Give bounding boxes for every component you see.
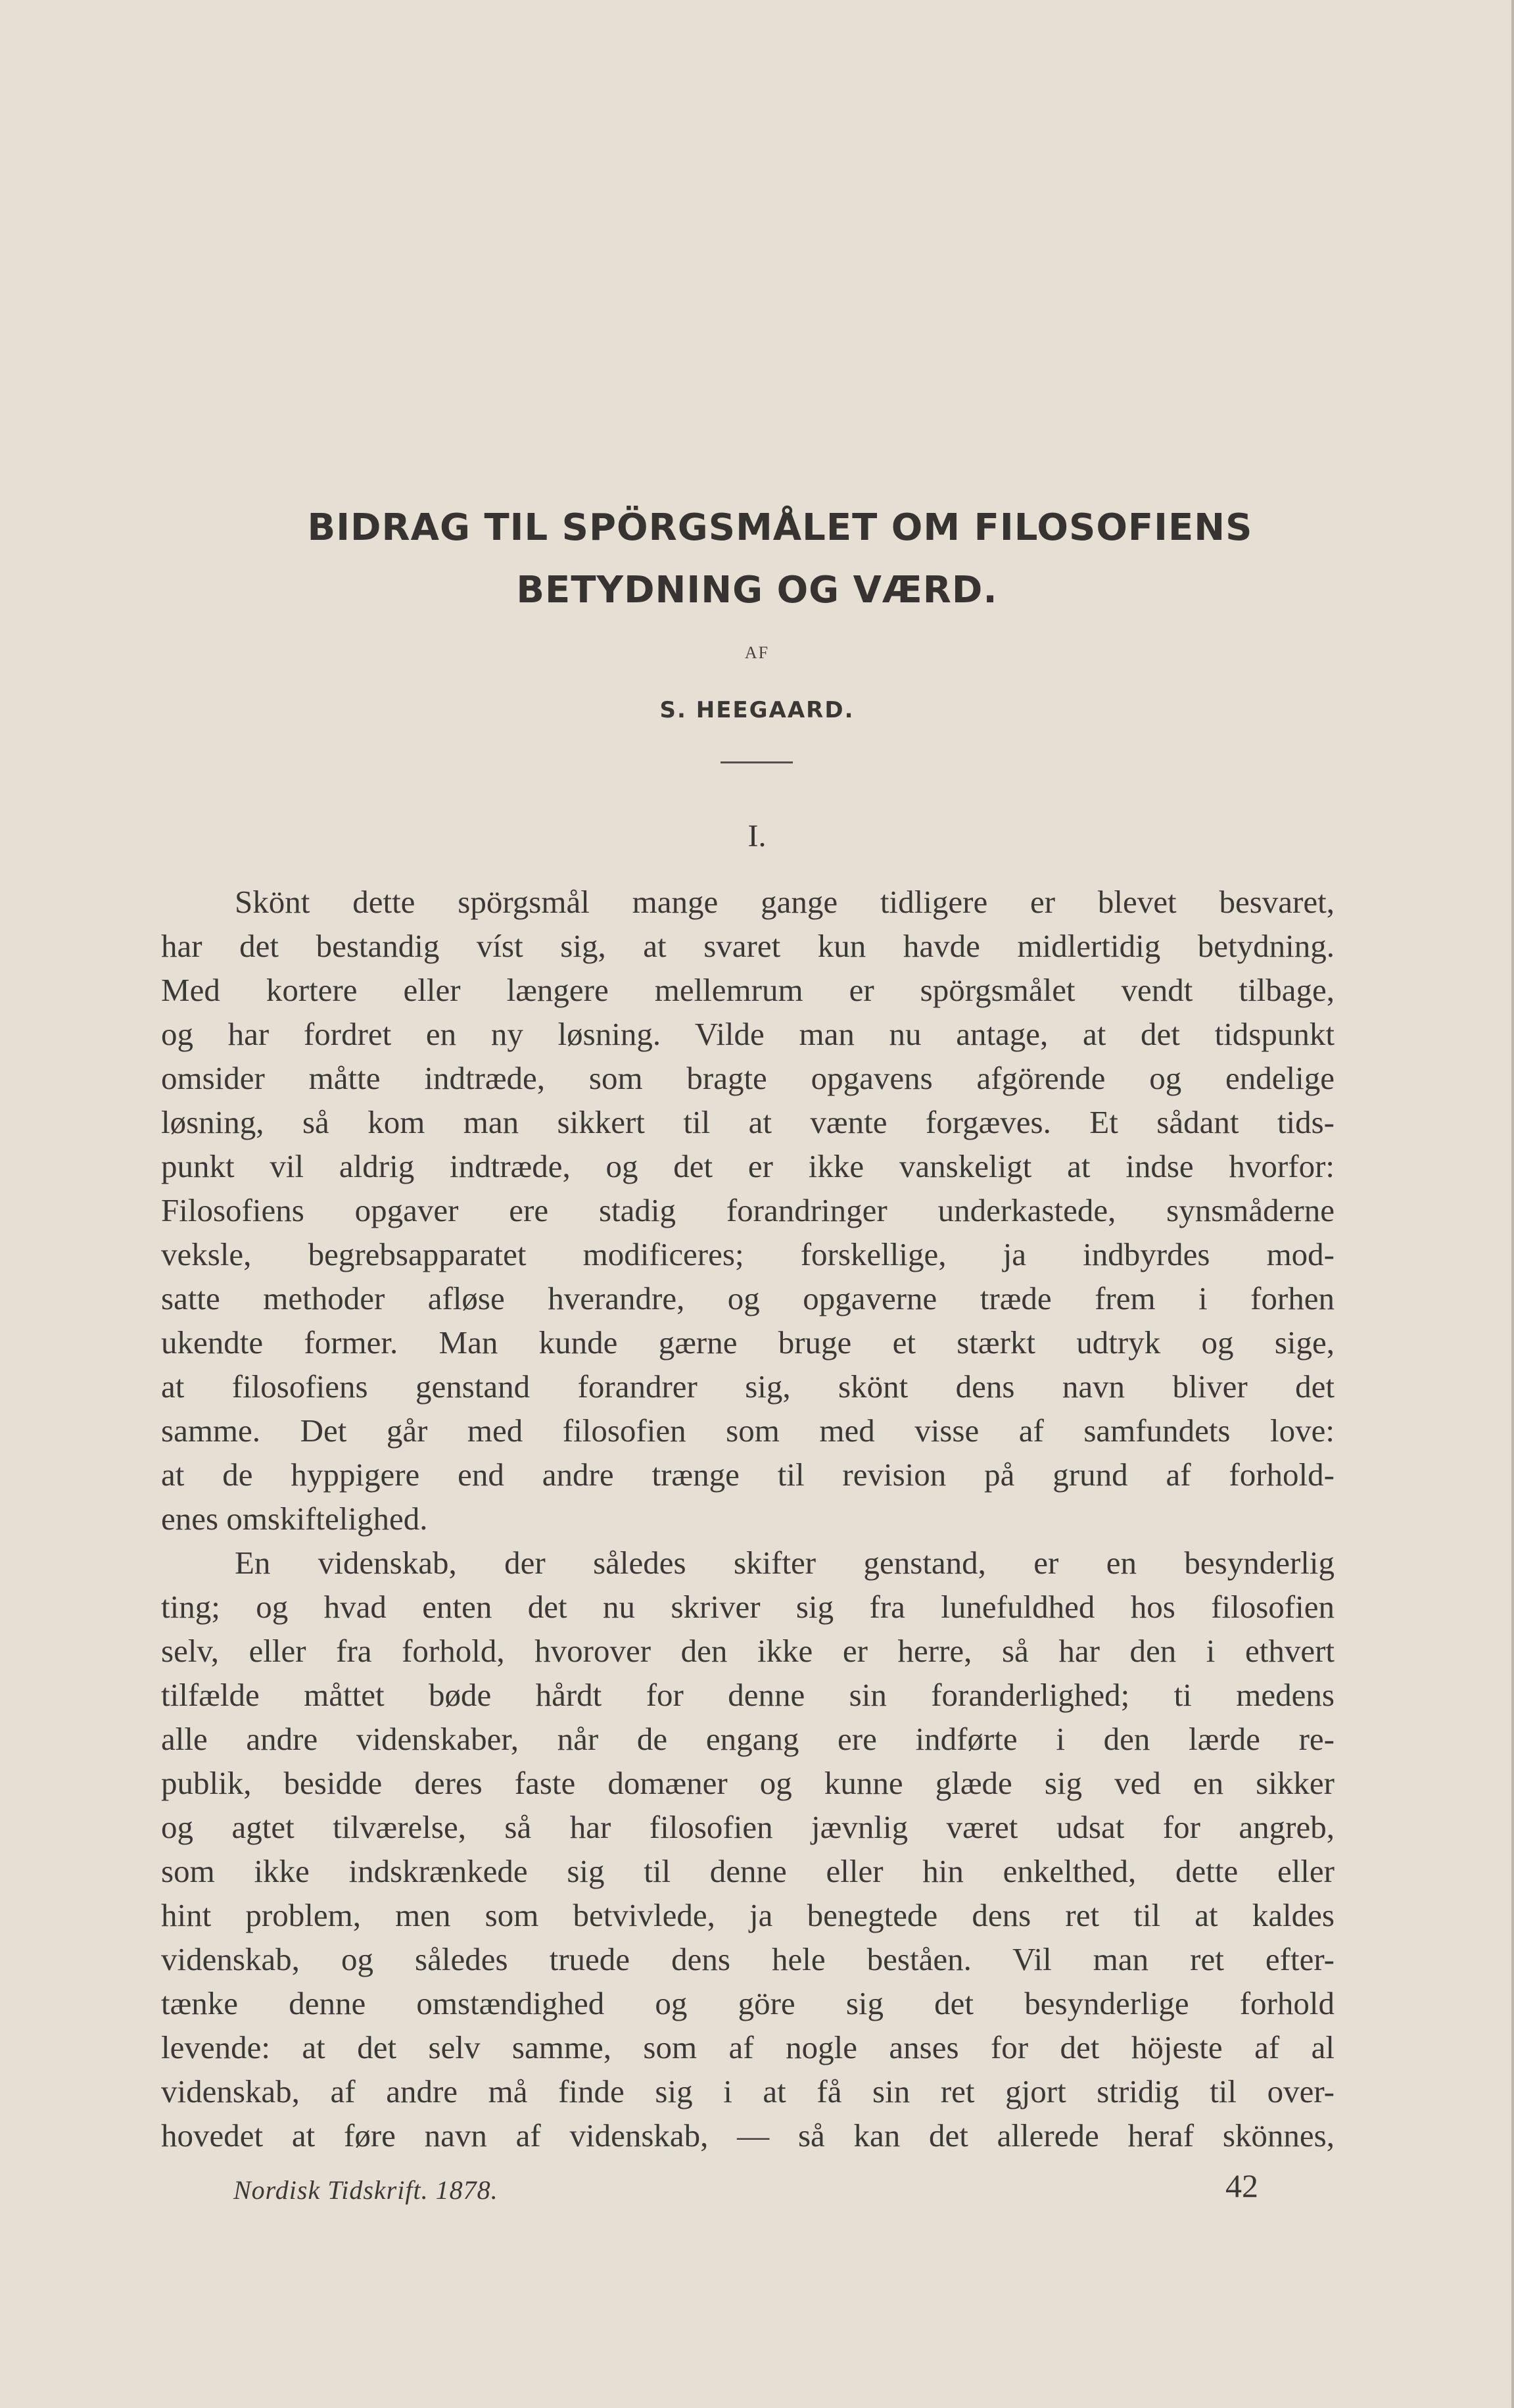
body-line: publik, besidde deres faste domæner og kunne glæde sig ved en sikker: [161, 1765, 1335, 1801]
body-line: tænke denne omstændighed og göre sig det besynderlige forhold: [161, 1985, 1335, 2021]
body-line: videnskab, og således truede dens hele beståen. Vil man ret efter-: [161, 1941, 1335, 1977]
body-line: satte methoder afløse hverandre, og opgaverne træde frem i forhen: [161, 1280, 1335, 1316]
body-line: har det bestandig víst sig, at svaret kun havde midlertidig betydning.: [161, 928, 1335, 964]
body-line: punkt vil aldrig indtræde, og det er ikke vanskeligt at indse hvorfor:: [161, 1148, 1335, 1184]
body-line: og agtet tilværelse, så har filosofien jævnlig været udsat for angreb,: [161, 1809, 1335, 1845]
body-line: tilfælde måttet bøde hårdt for denne sin foranderlighed; ti medens: [161, 1677, 1335, 1713]
body-line: selv, eller fra forhold, hvorover den ikke er herre, så har den i ethvert: [161, 1633, 1335, 1669]
section-number: I.: [747, 819, 767, 854]
body-line: som ikke indskrænkede sig til denne eller hin enkelthed, dette eller: [161, 1853, 1335, 1889]
body-line: Skönt dette spörgsmål mange gange tidligere er blevet besvaret,: [235, 884, 1335, 920]
body-line: Med kortere eller længere mellemrum er spörgsmålet vendt tilbage,: [161, 972, 1335, 1008]
body-line: levende: at det selv samme, som af nogle anses for det höjeste af al: [161, 2029, 1335, 2065]
body-line: alle andre videnskaber, når de engang ere indførte i den lærde re-: [161, 1721, 1335, 1757]
body-line: ting; og hvad enten det nu skriver sig fra lunefuldhed hos filosofien: [161, 1589, 1335, 1625]
body-line: samme. Det går med filosofien som med visse af samfundets love:: [161, 1412, 1335, 1449]
byline-prefix: AF: [744, 643, 770, 662]
body-line: Filosofiens opgaver ere stadig forandringer underkastede, synsmåderne: [161, 1192, 1335, 1228]
body-text: [161, 880, 1335, 2157]
author-name: S. HEEGAARD.: [659, 697, 855, 723]
article-title-line-2: BETYDNING OG VÆRD.: [516, 569, 998, 612]
body-line: ukendte former. Man kunde gærne bruge et stærkt udtryk og sige,: [161, 1324, 1335, 1361]
body-line: En videnskab, der således skifter genstand, er en besynderlig: [235, 1545, 1335, 1581]
body-line: og har fordret en ny løsning. Vilde man nu antage, at det tidspunkt: [161, 1016, 1335, 1052]
page-edge: [1511, 0, 1514, 2408]
body-line: hint problem, men som betvivlede, ja benegtede dens ret til at kaldes: [161, 1897, 1335, 1933]
body-line: løsning, så kom man sikkert til at vænte forgæves. Et sådant tids-: [161, 1104, 1335, 1140]
article-title-line-1: BIDRAG TIL SPÖRGSMÅLET OM FILOSOFIENS: [307, 506, 1253, 549]
title-divider: [721, 761, 793, 763]
body-line: hovedet at føre navn af videnskab, — så kan det allerede heraf skönnes,: [161, 2117, 1335, 2154]
body-line: at de hyppigere end andre trænge til revision på grund af forhold-: [161, 1457, 1335, 1493]
page-number: 42: [1225, 2167, 1258, 2204]
body-line: at filosofiens genstand forandrer sig, skönt dens navn bliver det: [161, 1368, 1335, 1405]
body-line: omsider måtte indtræde, som bragte opgavens afgörende og endelige: [161, 1060, 1335, 1096]
body-line: veksle, begrebsapparatet modificeres; forskellige, ja indbyrdes mod-: [161, 1236, 1335, 1272]
body-line: enes omskiftelighed.: [161, 1501, 428, 1537]
body-line: videnskab, af andre må finde sig i at få sin ret gjort stridig til over-: [161, 2073, 1335, 2109]
journal-citation: Nordisk Tidskrift. 1878.: [233, 2175, 498, 2205]
